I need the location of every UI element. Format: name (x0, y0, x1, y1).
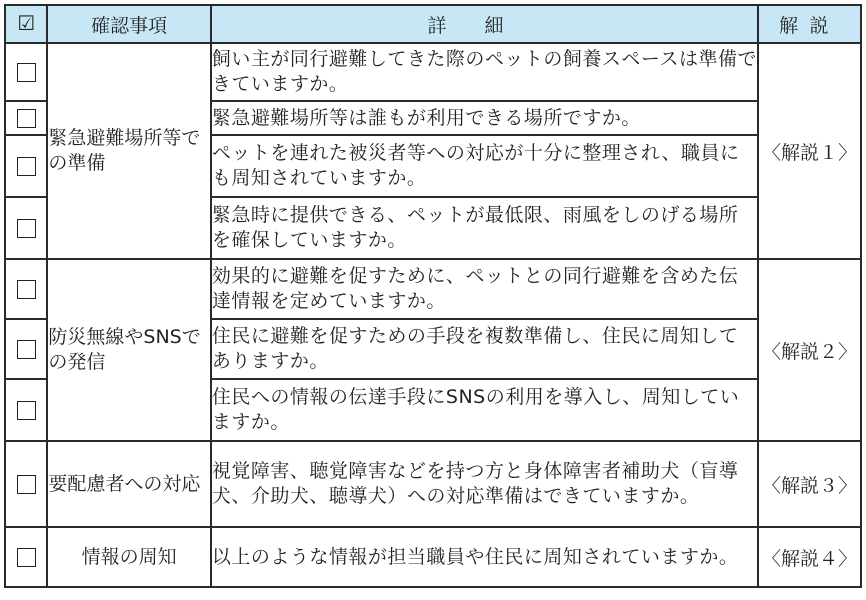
detail-text: 緊急時に提供できる、ペットが最低限、雨風をしのげる場所を確保していますか。 (211, 197, 758, 259)
header-detail: 詳細 (211, 5, 758, 43)
header-row (5, 5, 861, 43)
detail-text: 緊急避難場所等は誰もが利用できる場所ですか。 (211, 101, 758, 135)
group-item-1: 緊急避難場所等での準備 (47, 43, 211, 259)
group-item-4: 情報の周知 (47, 527, 211, 587)
checkbox[interactable] (17, 157, 36, 176)
detail-text: 以上のような情報が担当職員や住民に周知されていますか。 (211, 527, 758, 587)
detail-text: 視覚障害、聴覚障害などを持つ方と身体障害者補助犬（盲導犬、介助犬、聴導犬）への対応準備はできていますか。 (211, 441, 758, 527)
table-row (5, 43, 861, 101)
checkbox[interactable] (17, 109, 36, 128)
note-ref-4: 〈解説４〉 (758, 527, 861, 587)
checkbox[interactable] (17, 280, 36, 299)
checkbox[interactable] (17, 63, 36, 82)
header-note: 解説 (758, 5, 861, 43)
checked-box-icon: ☑ (17, 11, 36, 35)
checklist-table (4, 4, 862, 588)
detail-text: 飼い主が同行避難してきた際のペットの飼養スペースは準備できていますか。 (211, 43, 758, 101)
group-item-3: 要配慮者への対応 (47, 441, 211, 527)
note-ref-2: 〈解説２〉 (758, 259, 861, 441)
checkbox[interactable] (17, 475, 36, 494)
table-row (5, 259, 861, 319)
detail-text: 住民に避難を促すための手段を複数準備し、住民に周知してありますか。 (211, 319, 758, 379)
checkbox[interactable] (17, 548, 36, 567)
detail-text: ペットを連れた被災者等への対応が十分に整理され、職員にも周知されていますか。 (211, 135, 758, 197)
note-ref-1: 〈解説１〉 (758, 43, 861, 259)
checkbox[interactable] (17, 340, 36, 359)
checkbox[interactable] (17, 219, 36, 238)
group-item-2: 防災無線やSNSでの発信 (47, 259, 211, 441)
table-row (5, 527, 861, 587)
note-ref-3: 〈解説３〉 (758, 441, 861, 527)
header-item: 確認事項 (47, 5, 211, 43)
table-row (5, 441, 861, 527)
header-check (5, 5, 47, 43)
detail-text: 効果的に避難を促すために、ペットとの同行避難を含めた伝達情報を定めていますか。 (211, 259, 758, 319)
checkbox[interactable] (17, 401, 36, 420)
detail-text: 住民への情報の伝達手段にSNSの利用を導入し、周知していますか。 (211, 379, 758, 441)
